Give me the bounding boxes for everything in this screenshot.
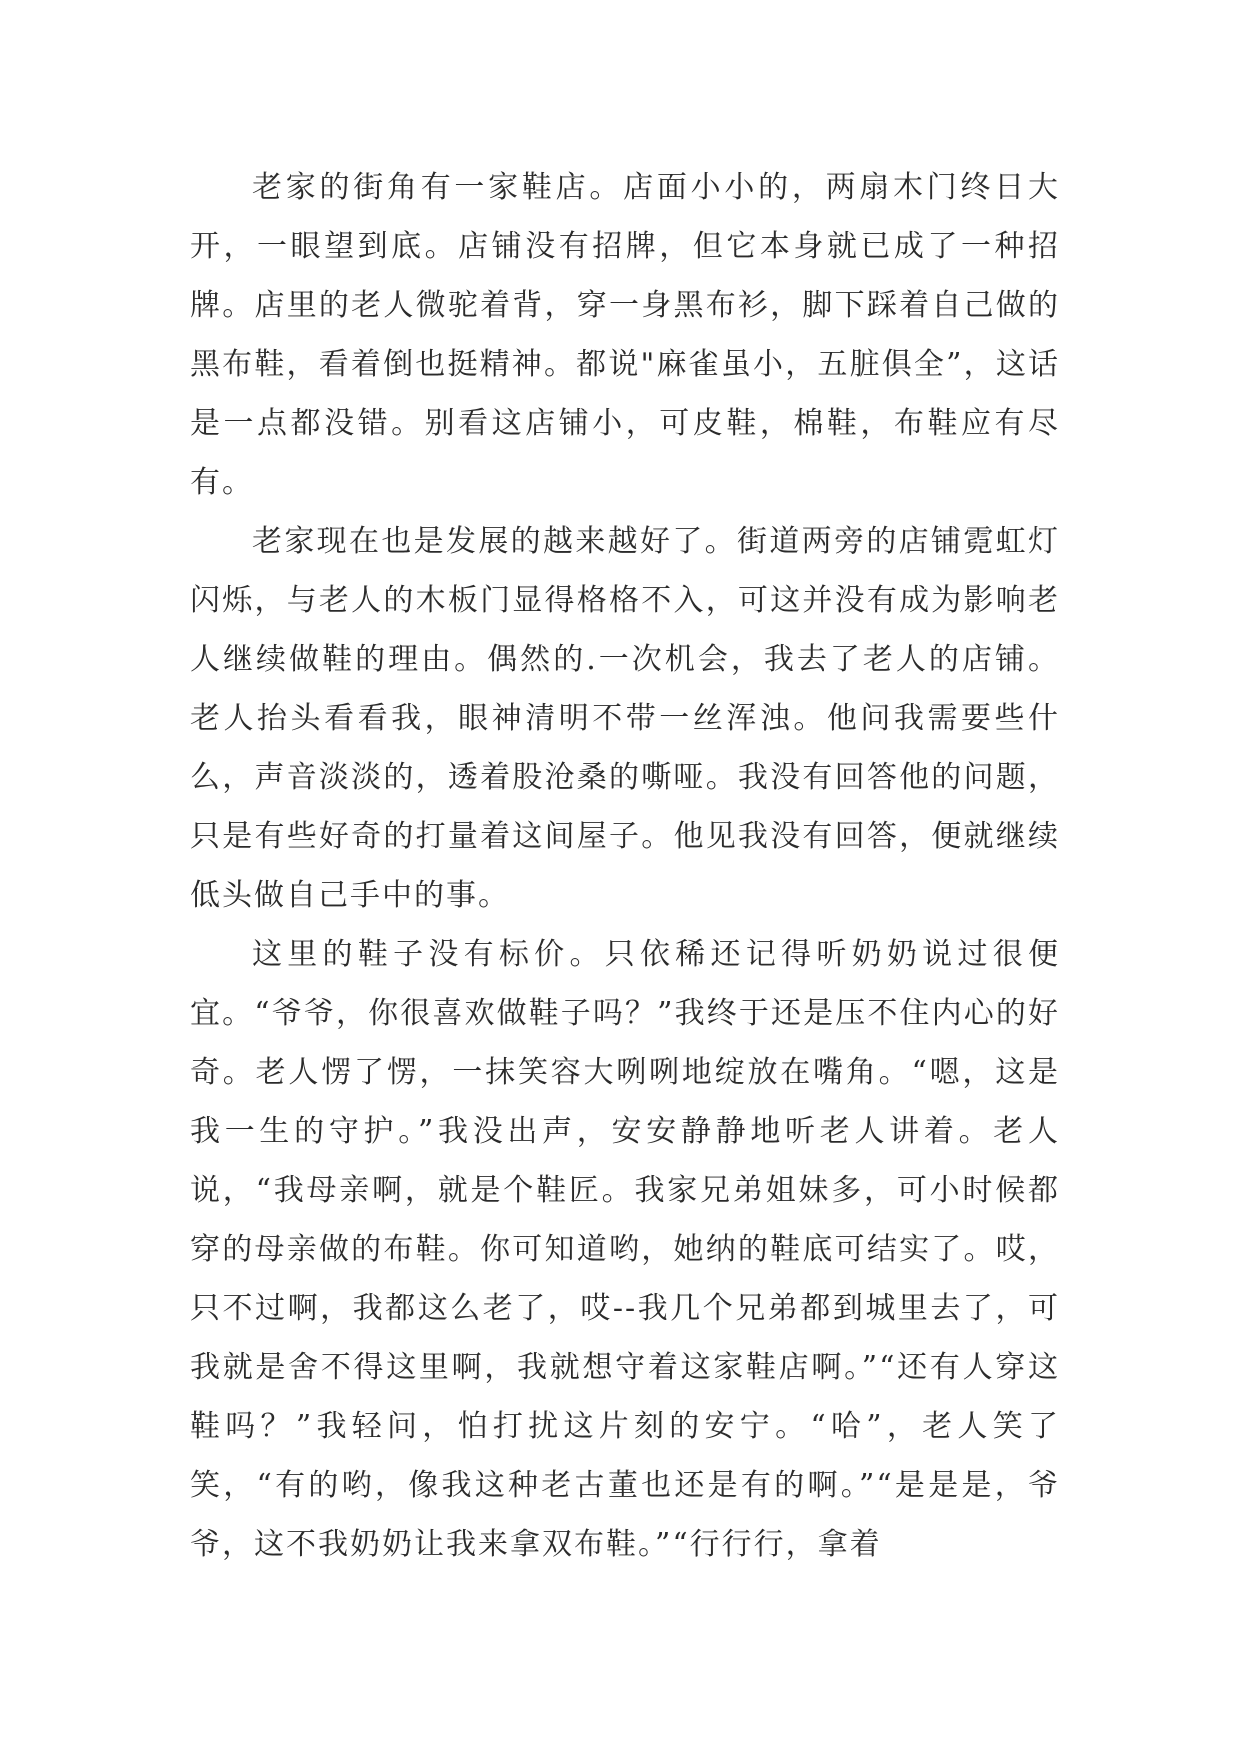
paragraph-3: 这里的鞋子没有标价。只依稀还记得听奶奶说过很便宜。“爷爷，你很喜欢做鞋子吗？”我终于还是压不住内心的好奇。老人愣了愣，一抹笑容大咧咧地绽放在嘴角。“嗯，这是我一生的守护。”我没出声，安安静静地听老人讲着。老人说，“我母亲啊，就是个鞋匠。我家兄弟姐妹多，可小时候都穿的母亲做的布鞋。你可知道哟，她纳的鞋底可结实了。哎，只不过啊，我都这么老了，哎--我几个兄弟都到城里去了，可我就是舍不得这里啊，我就想守着这家鞋店啊。”“还有人穿这鞋吗？”我轻问，怕打扰这片刻的安宁。“哈”，老人笑了笑，“有的哟，像我这种老古董也还是有的啊。”“是是是，爷爷，这不我奶奶让我来拿双布鞋。”“行行行，拿着 bbox=[190, 937, 1060, 1562]
paragraph-2: 老家现在也是发展的越来越好了。街道两旁的店铺霓虹灯闪烁，与老人的木板门显得格格不入，可这并没有成为影响老人继续做鞋的理由。偶然的.一次机会，我去了老人的店铺。老人抬头看看我，眼神清明不带一丝浑浊。他问我需要些什么，声音淡淡的，透着股沧桑的嘶哑。我没有回答他的问题，只是有些好奇的打量着这间屋子。他见我没有回答，便就继续低头做自己手中的事。 bbox=[190, 524, 1060, 913]
article-body bbox=[190, 158, 1060, 1574]
paragraph-1: 老家的街角有一家鞋店。店面小小的，两扇木门终日大开，一眼望到底。店铺没有招牌，但它本身就已成了一种招牌。店里的老人微驼着背，穿一身黑布衫，脚下踩着自己做的黑布鞋，看着倒也挺精神。都说"麻雀虽小，五脏俱全”，这话是一点都没错。别看这店铺小，可皮鞋，棉鞋，布鞋应有尽有。 bbox=[190, 170, 1060, 500]
